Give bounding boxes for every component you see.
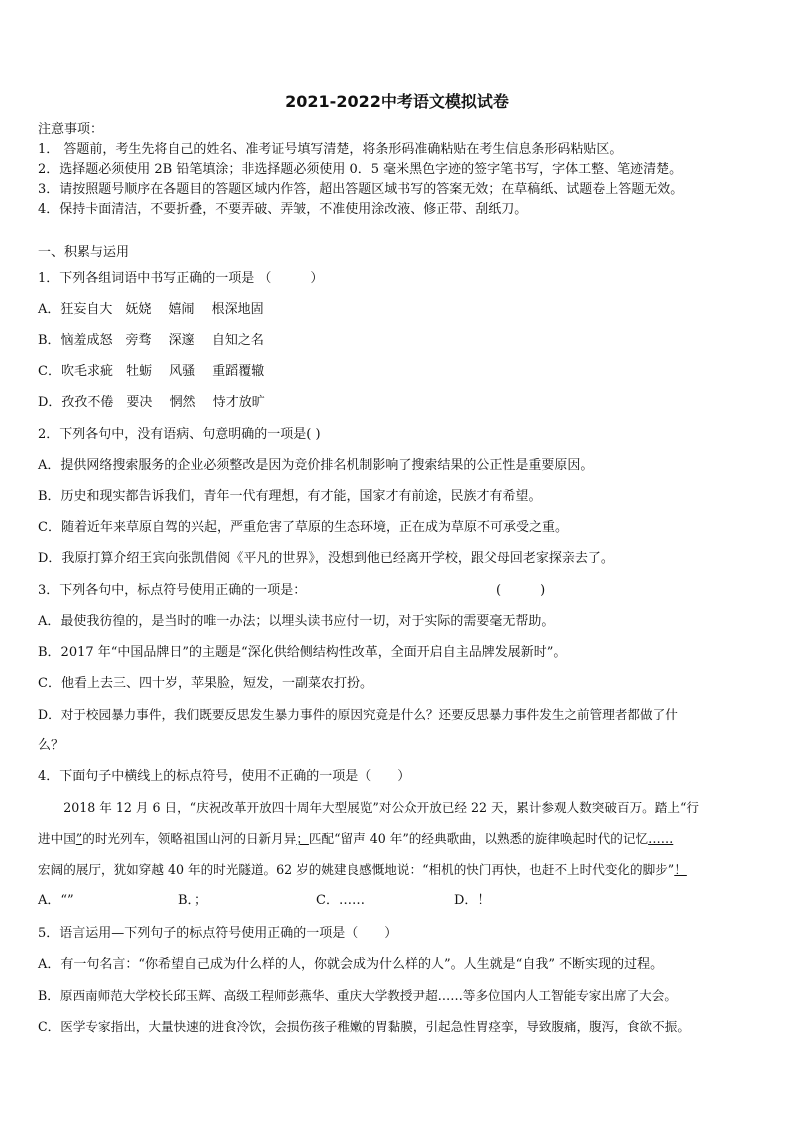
q1-option-b: B．恼羞成怒 旁骛 深邃 自知之名: [38, 333, 264, 348]
section-heading: 一、积累与运用: [38, 245, 130, 260]
q4-stem: 4．下面句子中横线上的标点符号，使用不正确的一项是（ ）: [38, 769, 411, 784]
q4-underlined-mark-a: ”: [75, 831, 83, 846]
notice-item-2: 2．选择题必须使用 2B 铅笔填涂；非选择题必须使用 0．5 毫米黑色字迹的签字笔书写，字体工整、笔迹清楚。: [38, 162, 683, 177]
q4-underlined-mark-b: ；: [296, 831, 309, 846]
q4-text: 进中国: [38, 831, 76, 846]
q1-option-c: C．吹毛求疵 牡蛎 风骚 重蹈覆辙: [38, 364, 265, 379]
notice-item-4: 4．保持卡面清洁，不要折叠，不要弄破、弄皱，不准使用涂改液、修正带、刮纸刀。: [38, 202, 528, 217]
q5-option-c: C．医学专家指出，大量快速的进食冷饮，会损伤孩子稚嫩的胃黏膜，引起急性胃痉挛，导致腹痛，腹泻，食欲不振。: [38, 1019, 690, 1034]
q3-option-b: B．2017 年“中国品牌日”的主题是“深化供给侧结构性改革，全面开启自主品牌发展新时”。: [38, 645, 567, 660]
q4-option-b: B．；: [178, 893, 208, 908]
q4-passage-line-2: [38, 831, 673, 847]
q2-stem: 2．下列各句中，没有语病、句意明确的一项是( ): [38, 427, 321, 442]
notice-item-3: 3．请按照题号顺序在各题目的答题区域内作答，超出答题区域书写的答案无效；在草稿纸、试题卷上答题无效。: [38, 182, 684, 197]
q4-option-c: C．……: [316, 893, 365, 908]
q3-option-c: C．他看上去三、四十岁，苹果脸，短发，一副菜农打扮。: [38, 676, 373, 691]
notice-heading: 注意事项：: [38, 122, 104, 137]
q4-option-d: D．！: [454, 893, 491, 908]
exam-title: 2021-2022中考语文模拟试卷: [285, 92, 509, 111]
q4-passage-line-3: [38, 862, 687, 878]
q4-text: 的时光列车，领略祖国山河的日新月异: [82, 831, 297, 846]
q2-option-d: D．我原打算介绍王宾向张凯借阅《平凡的世界》，没想到他已经离开学校，跟父母回老家探亲去了。: [38, 551, 614, 566]
q4-underlined-mark-d: ！: [674, 862, 687, 877]
q5-stem: 5．语言运用—下列句子的标点符号使用正确的一项是（ ）: [38, 926, 398, 941]
q4-text: 宏阔的展厅，犹如穿越 40 年的时光隧道。62 岁的姚建良感慨地说：“相机的快门再快，也赶不上时代变化的脚步”: [38, 862, 675, 877]
q5-option-a: A．有一句名言：“你希望自己成为什么样的人，你就会成为什么样的人”。人生就是“自我” 不断实现的过程。: [38, 957, 664, 972]
q1-stem: 1．下列各组词语中书写正确的一项是 （ ）: [38, 271, 324, 286]
q3-stem: 3．下列各句中，标点符号使用正确的一项是：: [38, 583, 307, 598]
q2-option-a: A．提供网络搜索服务的企业必须整改是因为竞价排名机制影响了搜索结果的公正性是重要原因。: [38, 458, 594, 473]
q5-option-b: B．原西南师范大学校长邱玉辉、高级工程师彭燕华、重庆大学教授尹超……等多位国内人工智能专家出席了大会。: [38, 988, 677, 1003]
q3-option-d-cont: 么？: [38, 738, 65, 753]
notice-item-1: 1． 答题前，考生先将自己的姓名、准考证号填写清楚，将条形码准确粘贴在考生信息条形码粘贴区。: [38, 142, 623, 157]
q4-text: 匹配“留声 40 年”的经典歌曲，以熟悉的旋律唤起时代的记忆: [308, 831, 649, 846]
q1-option-d: D．孜孜不倦 要决 惘然 恃才放旷: [38, 395, 265, 410]
q2-option-b: B．历史和现实都告诉我们，青年一代有理想，有才能，国家才有前途，民族才有希望。: [38, 489, 542, 504]
q3-answer-paren: ( ): [496, 583, 546, 598]
q4-underlined-mark-c: ……: [648, 831, 674, 846]
q4-option-a: A．“”: [38, 893, 74, 908]
q3-option-a: A．最使我彷徨的，是当时的唯一办法；以埋头读书应付一切，对于实际的需要毫无帮助。: [38, 614, 555, 629]
q2-option-c: C．随着近年来草原自驾的兴起，严重危害了草原的生态环境，正在成为草原不可承受之重。: [38, 520, 568, 535]
q3-option-d: D．对于校园暴力事件，我们既要反思发生暴力事件的原因究竟是什么？还要反思暴力事件发生之前管理者都做了什: [38, 707, 678, 722]
q4-passage-line-1: 2018 年 12 月 6 日，“庆祝改革开放四十周年大型展览”对公众开放已经 22 天，累计参观人数突破百万。踏上“行: [38, 800, 699, 815]
q1-option-a: A．狂妄自大 妩娆 嬉闹 根深地固: [38, 302, 264, 317]
